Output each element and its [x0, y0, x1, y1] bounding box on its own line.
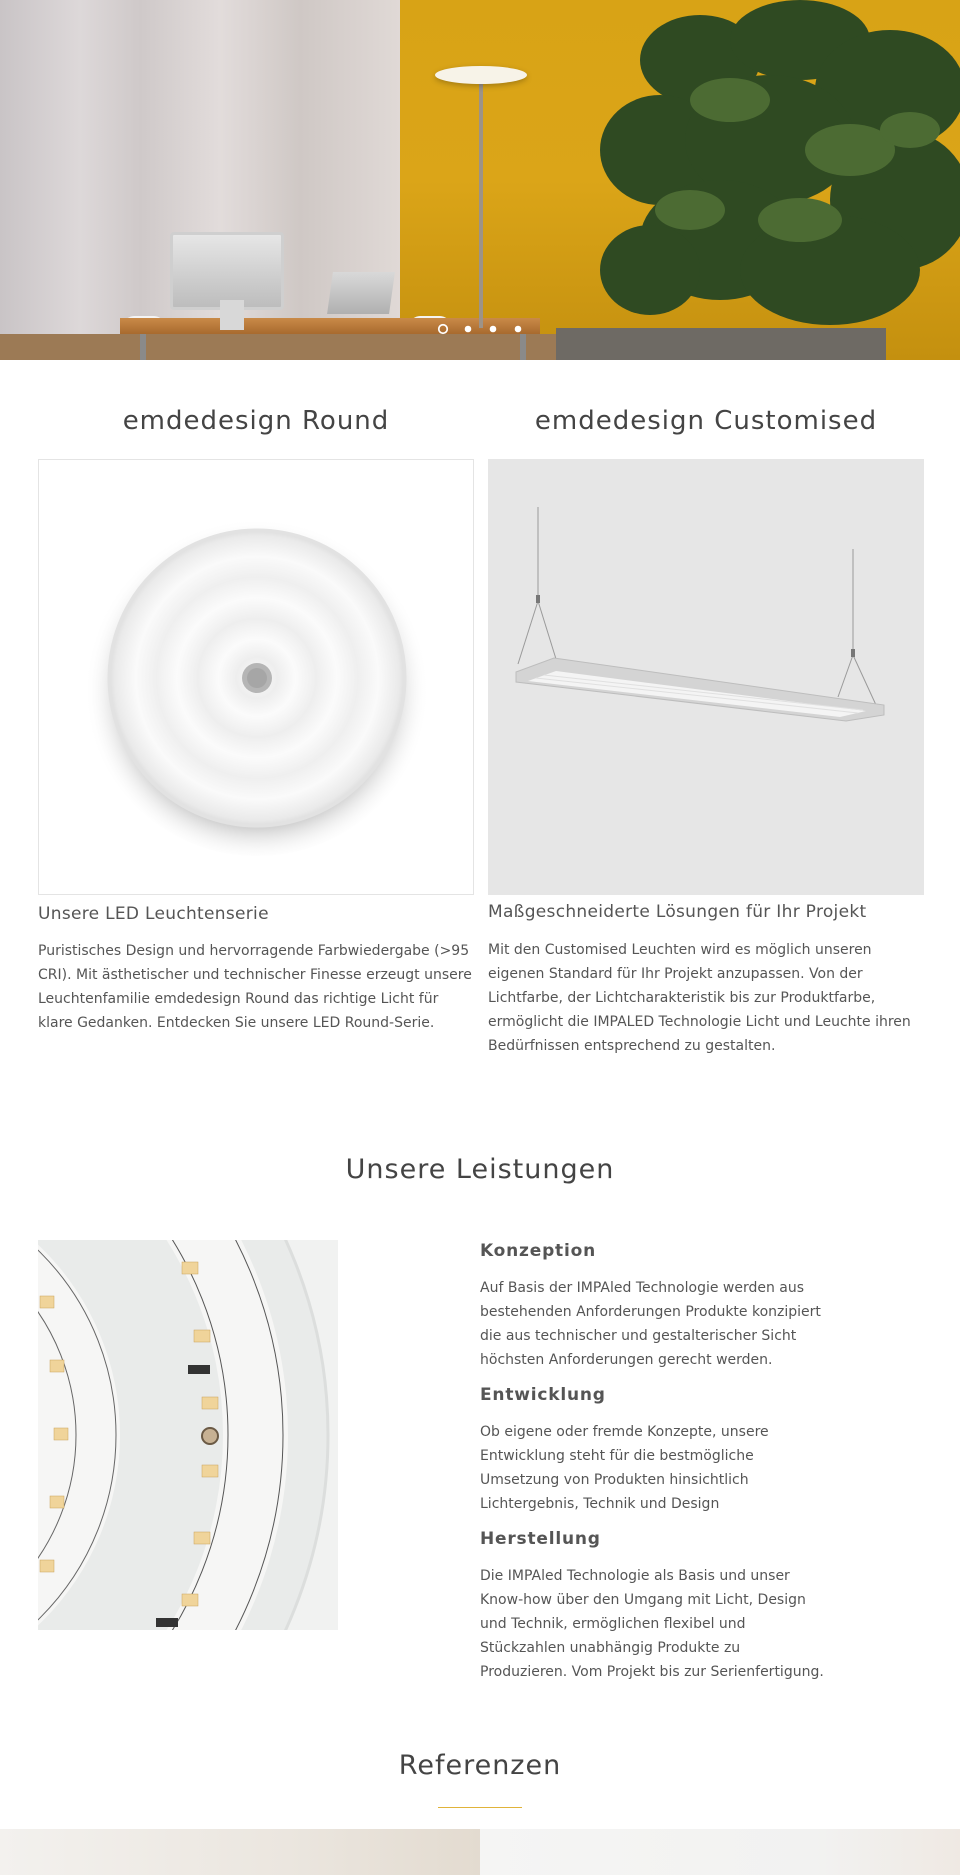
slider-dot-2[interactable] — [465, 326, 472, 333]
service-entwicklung-heading: Entwicklung — [480, 1385, 606, 1405]
slider-dot-4[interactable] — [515, 326, 522, 333]
slider-dot-3[interactable] — [490, 326, 497, 333]
product-customised-subtitle: Maßgeschneiderte Lösungen für Ihr Projekt — [488, 902, 867, 922]
product-round-title[interactable]: emdedesign Round — [122, 406, 390, 436]
reference-tile[interactable] — [480, 1829, 960, 1875]
references-divider — [438, 1807, 522, 1808]
service-konzeption-heading: Konzeption — [480, 1241, 596, 1261]
slider-pagination — [437, 323, 524, 335]
services-title: Unsere Leistungen — [345, 1154, 615, 1185]
product-customised-description: Mit den Customised Leuchten wird es möglich unseren eigenen Standard für Ihr Projekt anzupassen. Von der Lichtfarbe, der Lichtcharakteristik bis zur Produktfarbe, ermöglicht die IMPALED Technologie Licht und Leuchte ihren Bedürfnissen entsprechend zu gestalten. — [488, 942, 911, 1054]
hero-desk-leg — [520, 334, 526, 360]
product-customised-title[interactable]: emdedesign Customised — [534, 406, 878, 436]
service-herstellung-text: Die IMPAled Technologie als Basis und unser Know-how über den Umgang mit Licht, Design und Technik, ermöglichen flexibel und Stückzahlen unabhängig Produkte zu Produzieren. Vom Projekt bis zur Serienfertigung. — [480, 1568, 824, 1680]
service-entwicklung-text: Ob eigene oder fremde Konzepte, unsere Entwicklung steht für die bestmögliche Umsetzung von Produkten hinsichtlich Lichtergebnis, Technik und Design — [480, 1424, 769, 1512]
hero-slider — [0, 0, 960, 360]
hero-monitor-stand — [220, 300, 244, 330]
hero-plants — [470, 0, 960, 335]
round-luminaire-image — [39, 460, 474, 895]
product-round-subtitle: Unsere LED Leuchtenserie — [38, 904, 269, 924]
hero-desk-leg — [140, 334, 146, 360]
hero-laptop — [327, 272, 395, 314]
hero-floor-lamp-head — [435, 66, 527, 84]
references-title: Referenzen — [398, 1750, 562, 1781]
hero-floor — [0, 334, 560, 360]
service-herstellung-heading: Herstellung — [480, 1529, 601, 1549]
product-customised-image[interactable] — [488, 459, 924, 895]
service-konzeption-text: Auf Basis der IMPAled Technologie werden aus bestehenden Anforderungen Produkte konzipiert die aus technischer und gestalterischer Sicht höchsten Anforderungen gerecht werden. — [480, 1280, 821, 1368]
led-ring-image — [38, 1240, 338, 1630]
reference-tile[interactable] — [0, 1829, 480, 1875]
hero-floor-lamp-pole — [479, 78, 483, 328]
pendant-luminaire-image — [488, 459, 924, 895]
hero-monitor — [170, 232, 284, 310]
slider-dot-1[interactable] — [438, 324, 448, 334]
references-gallery — [0, 1829, 960, 1875]
product-round-description: Puristisches Design und hervorragende Farbwiedergabe (>95 CRI). Mit ästhetischer und technischer Finesse erzeugt unsere Leuchtenfamilie emdedesign Round das richtige Licht für klare Gedanken. Entdecken Sie unsere LED Round-Serie. — [38, 943, 472, 1031]
services-led-image — [38, 1240, 338, 1630]
product-round-image[interactable] — [38, 459, 474, 895]
